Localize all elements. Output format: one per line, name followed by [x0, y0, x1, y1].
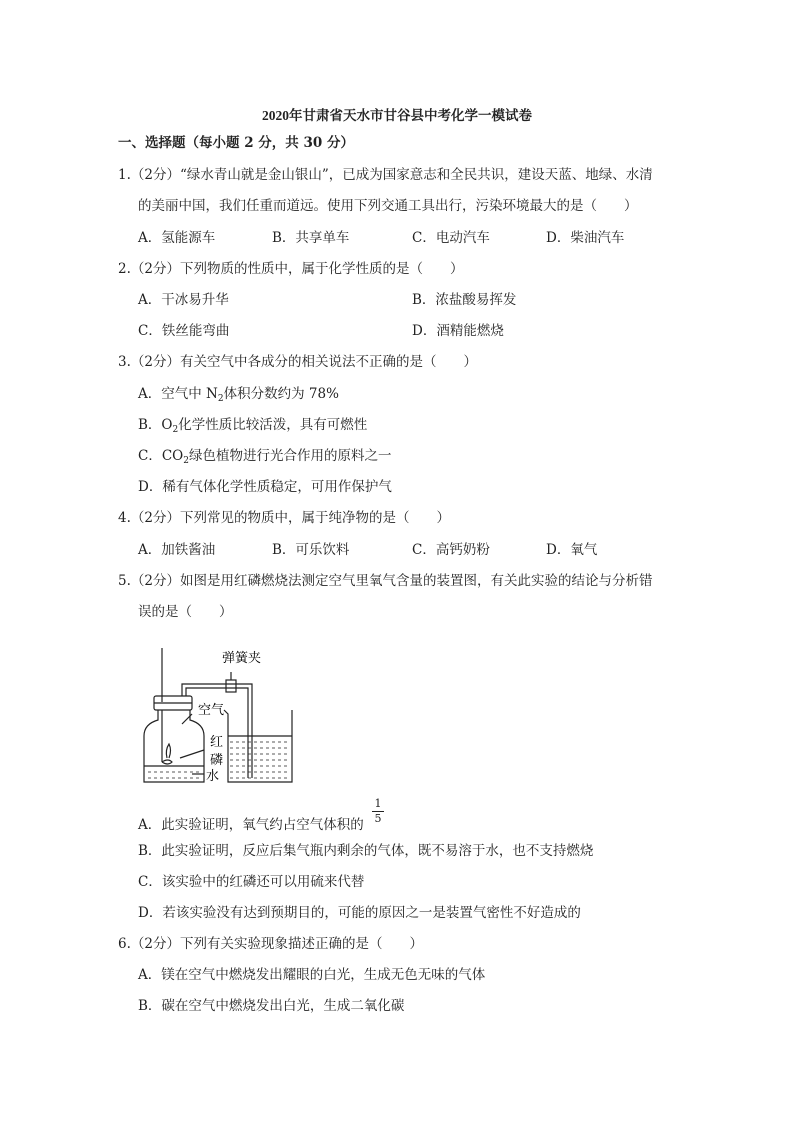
- question-4-option-b: B．可乐饮料: [272, 542, 350, 558]
- question-3-option-b: B．$O_2$化学性质比较活泼，具有可燃性: [138, 417, 368, 435]
- question-1-option-d: D．柴油汽车: [546, 230, 625, 246]
- question-1-line-2: 的美丽中国，我们任重而道远。使用下列交通工具出行，污染环境最大的是（ ）: [138, 198, 638, 214]
- beaker: [224, 710, 292, 782]
- apparatus-diagram: [132, 640, 312, 788]
- question-2-option-a: A．干冰易升华: [138, 292, 229, 308]
- question-1-option-a: A．氢能源车: [138, 230, 216, 246]
- label-air: 空气: [198, 703, 225, 718]
- question-3-option-d: D．稀有气体化学性质稳定，可用作保护气: [138, 479, 392, 495]
- question-2-option-b: B．浓盐酸易挥发: [412, 292, 517, 308]
- question-4-stem: 4.（2分）下列常见的物质中，属于纯净物的是（ ）: [118, 510, 450, 526]
- question-5-option-c: C．该实验中的红磷还可以用硫来代替: [138, 874, 365, 890]
- question-2-option-c: C．铁丝能弯曲: [138, 323, 230, 339]
- question-5-line-1: 5.（2分）如图是用红磷燃烧法测定空气里氧气含量的装置图，有关此实验的结论与分析错: [118, 573, 653, 589]
- label-water: 水: [206, 769, 220, 784]
- question-3-option-c: C．$CO_2$绿色植物进行光合作用的原料之一: [138, 448, 392, 466]
- question-6-option-b: B．碳在空气中燃烧发出白光，生成二氧化碳: [138, 998, 405, 1014]
- question-5-option-b: B．此实验证明，反应后集气瓶内剩余的气体，既不易溶于水，也不支持燃烧: [138, 843, 594, 859]
- question-6-stem: 6.（2分）下列有关实验现象描述正确的是（ ）: [118, 936, 423, 952]
- label-phosphorus: 磷: [210, 753, 224, 768]
- question-2-option-d: D．酒精能燃烧: [412, 323, 504, 339]
- question-3-stem: 3.（2分）有关空气中各成分的相关说法不正确的是（ ）: [118, 354, 477, 370]
- question-5-option-a: A．此实验证明，氧气约占空气体积的: [138, 817, 364, 833]
- spring-clip: [226, 680, 236, 692]
- question-4-option-d: D．氧气: [546, 542, 598, 558]
- question-2-stem: 2.（2分）下列物质的性质中，属于化学性质的是（ ）: [118, 261, 464, 277]
- gas-bottle: [144, 710, 204, 782]
- question-5-option-d: D．若该实验没有达到预期目的，可能的原因之一是装置气密性不好造成的: [138, 905, 581, 921]
- section-heading: 一、选择题（每小题 2 分，共 30 分）: [118, 135, 354, 151]
- question-4-option-a: A．加铁酱油: [138, 542, 216, 558]
- fraction-one-fifth: [372, 798, 384, 825]
- question-4-option-c: C．高钙奶粉: [412, 542, 490, 558]
- label-spring-clip: 弹簧夹: [222, 651, 262, 666]
- label-red: 红: [210, 735, 224, 750]
- fraction-denominator: 5: [374, 812, 382, 825]
- question-1-option-c: C．电动汽车: [412, 230, 490, 246]
- question-3-option-a: A．空气中 $N_2$体积分数约为 78%: [138, 386, 339, 404]
- question-1-option-b: B．共享单车: [272, 230, 350, 246]
- fraction-numerator: 1: [374, 797, 382, 810]
- question-5-line-2: 误的是（ ）: [138, 604, 233, 620]
- question-6-option-a: A．镁在空气中燃烧发出耀眼的白光，生成无色无味的气体: [138, 967, 486, 983]
- page-title: 2020年甘肃省天水市甘谷县中考化学一模试卷: [262, 108, 532, 123]
- question-1-line-1: 1.（2分）“绿水青山就是金山银山”，已成为国家意志和全民共识，建设天蓝、地绿、水清: [118, 167, 653, 183]
